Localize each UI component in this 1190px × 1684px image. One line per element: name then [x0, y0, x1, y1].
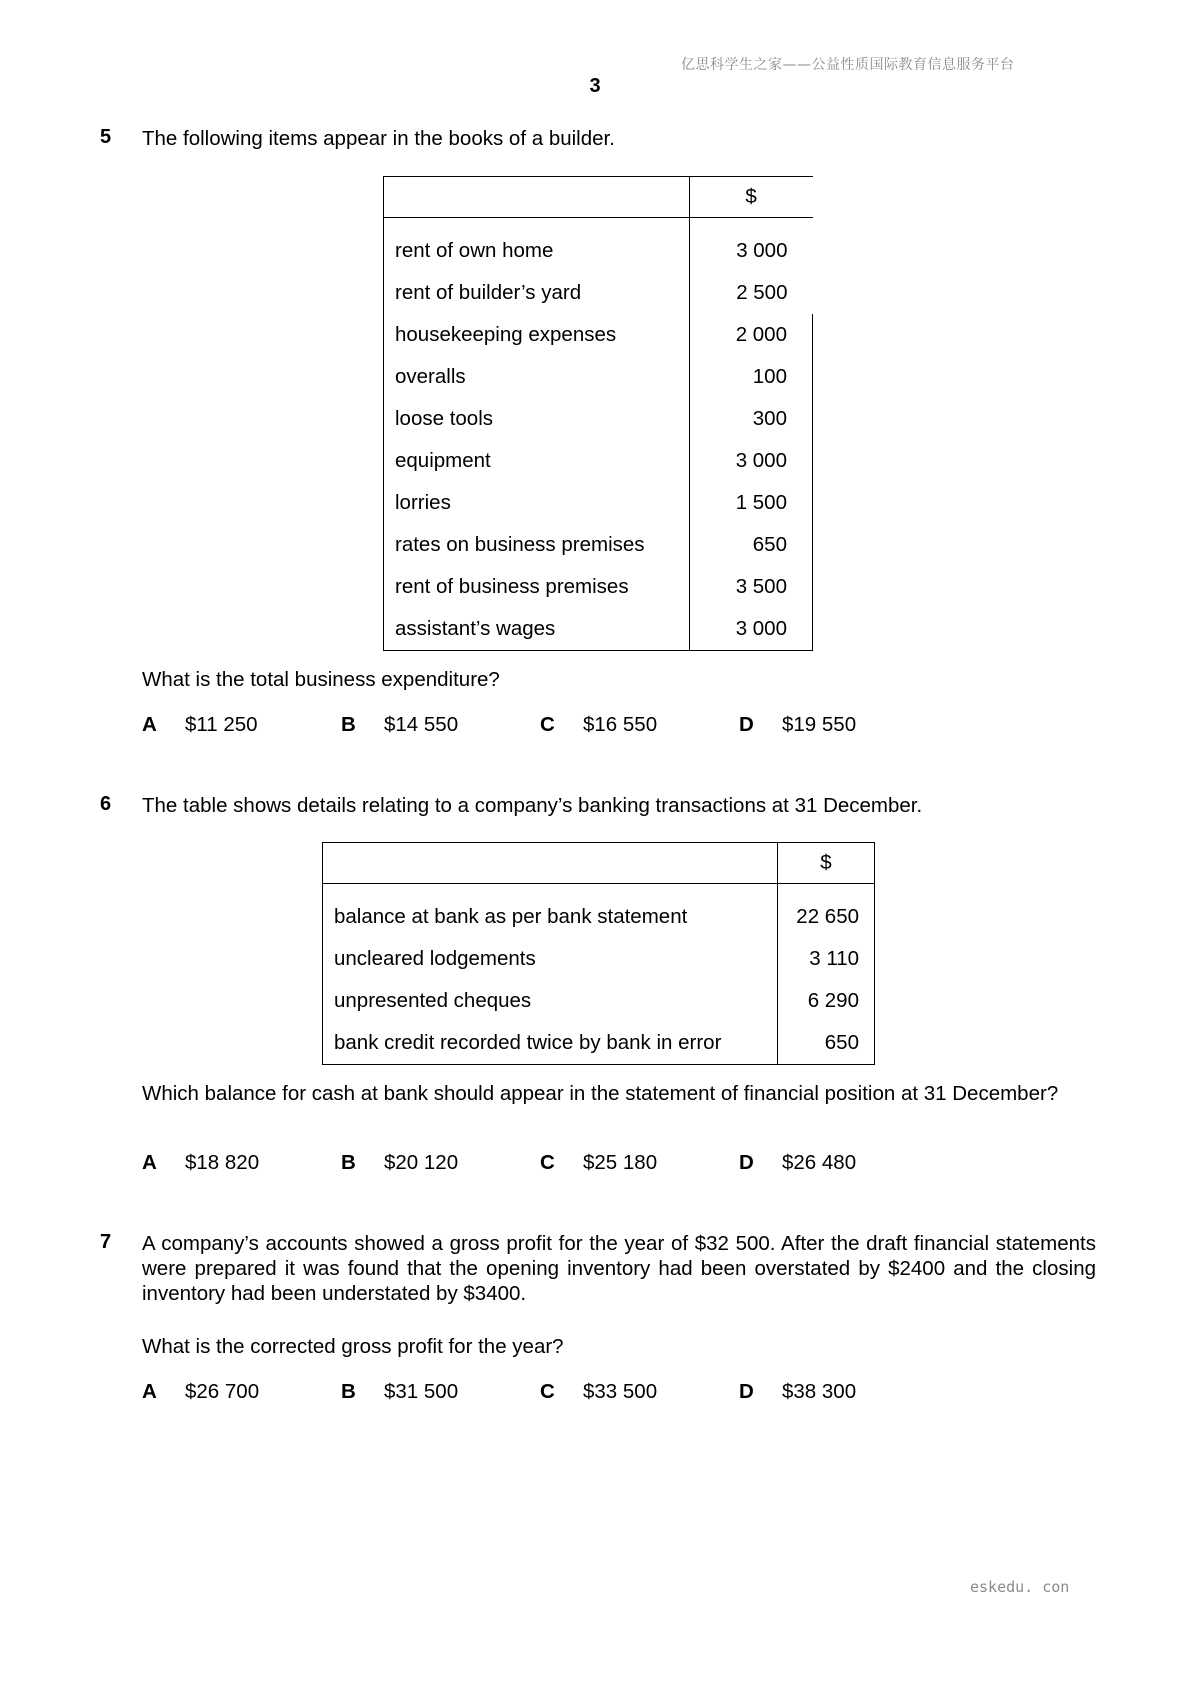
item-amount: 100: [689, 356, 812, 398]
option-d[interactable]: D $19 550: [739, 713, 857, 736]
item-amount: 2 000: [689, 314, 812, 356]
option-d[interactable]: D $38 300: [739, 1380, 857, 1403]
item-label: rent of builder’s yard: [384, 272, 690, 314]
footer-site-url: eskedu. con: [970, 1578, 1070, 1596]
question-6-number: 6: [100, 793, 112, 815]
item-amount: 3 110: [809, 947, 859, 970]
item-label: rent of own home: [384, 218, 690, 273]
question-5-options: [142, 713, 902, 741]
item-label: rates on business premises: [384, 524, 690, 566]
item-amount: 3 000: [736, 239, 788, 262]
option-a[interactable]: A $26 700: [142, 1380, 260, 1403]
option-b[interactable]: B $20 120: [341, 1151, 459, 1174]
header-site-name: 亿思科学生之家——公益性质国际教育信息服务平台: [681, 57, 1015, 73]
item-amount: 300: [689, 398, 812, 440]
item-amount: 1 500: [689, 482, 812, 524]
item-label: uncleared lodgements: [323, 938, 778, 980]
question-7-options: [142, 1380, 902, 1408]
option-a[interactable]: A $18 820: [142, 1151, 260, 1174]
currency-header: $: [777, 843, 874, 884]
table-header-blank: [323, 843, 778, 884]
option-c[interactable]: C $33 500: [540, 1380, 658, 1403]
item-label: unpresented cheques: [323, 980, 778, 1022]
question-6-prompt: Which balance for cash at bank should appear in the statement of financial position at 31 December?: [142, 1082, 1059, 1105]
currency-header: $: [689, 177, 812, 218]
item-label: loose tools: [384, 398, 690, 440]
item-amount: 2 500: [736, 281, 788, 304]
option-b[interactable]: B $31 500: [341, 1380, 459, 1403]
table-header-blank: [384, 177, 690, 218]
question-7-number: 7: [100, 1231, 112, 1253]
page-number: 3: [589, 75, 601, 97]
item-label: rent of business premises: [384, 566, 690, 608]
item-label: housekeeping expenses: [384, 314, 690, 356]
option-c[interactable]: C $16 550: [540, 713, 658, 736]
question-6-stem: The table shows details relating to a company’s banking transactions at 31 December.: [142, 794, 923, 817]
item-label: assistant’s wages: [384, 608, 690, 651]
item-amount: 650: [824, 1031, 859, 1054]
question-6-table: [322, 842, 875, 1065]
item-label: lorries: [384, 482, 690, 524]
item-amount: 6 290: [807, 989, 859, 1012]
item-amount: 3 500: [689, 566, 812, 608]
item-label: overalls: [384, 356, 690, 398]
option-d[interactable]: D $26 480: [739, 1151, 857, 1174]
option-c[interactable]: C $25 180: [540, 1151, 658, 1174]
item-label: bank credit recorded twice by bank in error: [323, 1022, 778, 1065]
question-5-number: 5: [100, 126, 112, 148]
question-7-prompt: What is the corrected gross profit for the year?: [142, 1335, 564, 1358]
item-amount: 3 000: [689, 440, 812, 482]
item-amount: 650: [689, 524, 812, 566]
option-b[interactable]: B $14 550: [341, 713, 459, 736]
item-amount: 3 000: [689, 608, 812, 651]
question-6-options: [142, 1151, 902, 1179]
question-5-table: [383, 176, 813, 651]
item-amount: 22 650: [796, 905, 859, 928]
item-label: equipment: [384, 440, 690, 482]
item-label: balance at bank as per bank statement: [323, 884, 778, 939]
question-7-stem: A company’s accounts showed a gross profit for the year of $32 500. After the draft financial statements were prepared it was found that the opening inventory had been overstated by $2400 and the closing inventory had been understated by $3400.: [142, 1232, 1096, 1305]
option-a[interactable]: A $11 250: [142, 713, 258, 736]
question-5-stem: The following items appear in the books of a builder.: [142, 127, 615, 150]
question-5-prompt: What is the total business expenditure?: [142, 668, 500, 691]
